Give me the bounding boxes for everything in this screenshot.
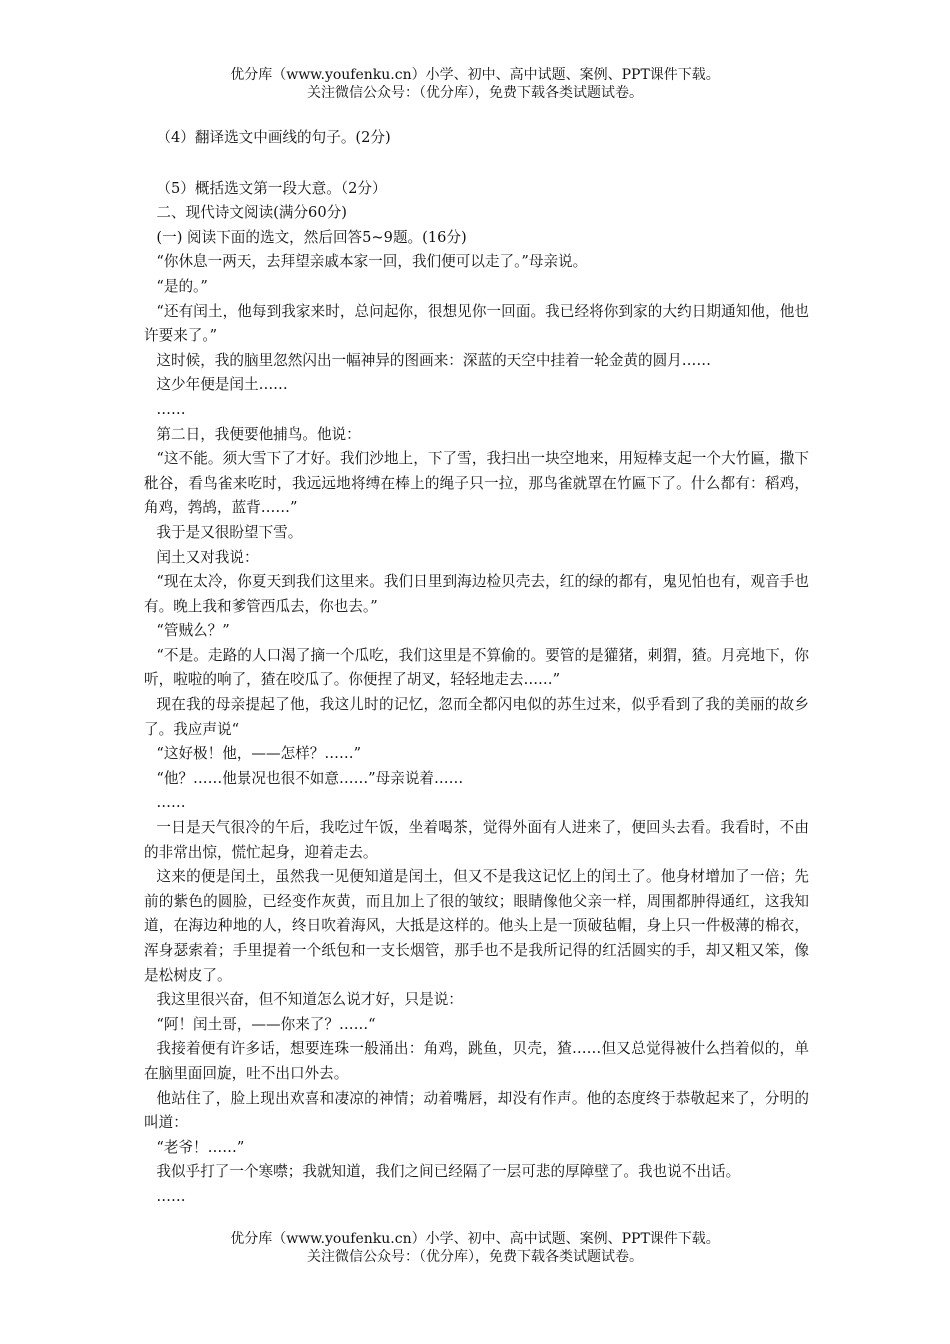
passage-paragraph: “管贼么？”	[156, 622, 230, 640]
passage-paragraph: 第二日，我便要他捕鸟。他说：	[156, 425, 361, 443]
ellipsis-line: ……	[156, 1187, 186, 1205]
footer-line-1: 优分库（www.youfenku.cn）小学、初中、高中试题、案例、PPT课件下载。	[230, 1231, 720, 1247]
passage-paragraph: 我接着便有许多话，想要连珠一般涌出：角鸡，跳鱼，贝壳，猹……但又总觉得被什么挡着似的，单在脑里面回旋，吐不出口外去。	[144, 1040, 809, 1082]
passage-paragraph: “这好极！他，——怎样？……”	[156, 745, 362, 763]
passage-paragraph: “还有闰土，他每到我家来时，总问起你，很想见你一回面。我已经将你到家的大约日期通知他，他也许要来了。”	[144, 302, 809, 345]
passage-paragraph: “老爷！……”	[156, 1138, 245, 1156]
passage-paragraph: 我这里很兴奋，但不知道怎么说才好，只是说：	[156, 991, 463, 1009]
passage-paragraph: “这不能。须大雪下了才好。我们沙地上，下了雪，我扫出一块空地来，用短棒支起一个大竹匾，撒下秕谷，看鸟雀来吃时，我远远地将缚在棒上的绳子只一拉，那鸟雀就罩在竹匾下了。什么都有：稻鸡，角鸡，鹁鸪，蓝背……”	[144, 450, 809, 517]
passage-paragraph: “他？……他景况也很不如意……”母亲说着……	[156, 769, 464, 787]
ellipsis-line: ……	[156, 794, 186, 812]
footer-line-2: 关注微信公众号：（优分库），免费下载各类试题试卷。	[307, 1249, 643, 1265]
passage-paragraph: 一日是天气很冷的午后，我吃过午饭，坐着喝茶，觉得外面有人进来了，便回头去看。我看时，不由的非常出惊，慌忙起身，迎着走去。	[144, 819, 809, 861]
ellipsis-line: ……	[156, 400, 186, 418]
exam-text	[144, 126, 809, 1210]
passage-paragraph: “是的。”	[156, 277, 208, 295]
passage-paragraph: 我于是又很盼望下雪。	[156, 523, 303, 541]
header-line-1: 优分库（www.youfenku.cn）小学、初中、高中试题、案例、PPT课件下载。	[230, 67, 720, 83]
passage-paragraph: “你休息一两天，去拜望亲戚本家一回，我们便可以走了。”母亲说。	[156, 253, 588, 271]
page-header	[0, 66, 950, 102]
question-4: （4）翻译选文中画线的句子。(2分)	[156, 129, 391, 146]
passage-paragraph: 他站住了，脸上现出欢喜和凄凉的神情；动着嘴唇，却没有作声。他的态度终于恭敬起来了，分明的叫道：	[144, 1089, 809, 1132]
passage-paragraph: 我似乎打了一个寒噤；我就知道，我们之间已经隔了一层可悲的厚障壁了。我也说不出话。	[156, 1163, 741, 1181]
header-line-2: 关注微信公众号：（优分库），免费下载各类试题试卷。	[307, 85, 643, 101]
passage-paragraph: “不是。走路的人口渴了摘一个瓜吃，我们这里是不算偷的。要管的是獾猪，刺猬，猹。月亮地下，你听，啦啦的响了，猹在咬瓜了。你便捏了胡叉，轻轻地走去……”	[144, 646, 809, 689]
passage-paragraph: “阿！闰土哥，——你来了？……“	[156, 1015, 376, 1033]
reading-instruction: (一) 阅读下面的选文，然后回答5~9题。(16分)	[156, 228, 467, 246]
page-footer	[0, 1230, 950, 1266]
section-heading: 二、现代诗文阅读(满分60分)	[156, 204, 347, 222]
passage-paragraph: 闰土又对我说：	[156, 548, 259, 566]
passage-paragraph: 这时候，我的脑里忽然闪出一幅神异的图画来：深蓝的天空中挂着一轮金黄的圆月……	[156, 351, 711, 369]
passage-paragraph: 现在我的母亲提起了他，我这儿时的记忆，忽而全都闪电似的苏生过来，似乎看到了我的美丽的故乡了。我应声说“	[144, 696, 809, 738]
passage-paragraph: 这少年便是闰土……	[156, 376, 288, 394]
question-5: （5）概括选文第一段大意。（2分）	[156, 179, 387, 197]
passage-paragraph: “现在太冷，你夏天到我们这里来。我们日里到海边检贝壳去，红的绿的都有，鬼见怕也有，观音手也有。晚上我和爹管西瓜去，你也去。”	[144, 573, 809, 615]
passage-paragraph: 这来的便是闰土，虽然我一见便知道是闰土，但又不是我这记忆上的闰土了。他身材增加了一倍；先前的紫色的圆脸，已经变作灰黄，而且加上了很的皱纹；眼睛像他父亲一样，周围都肿得通红，这我知道，在海边种地的人，终日吹着海风，大抵是这样的。他头上是一顶破毡帽，身上只一件极薄的棉衣，浑身瑟索着；手里提着一个纸包和一支长烟管，那手也不是我所记得的红活圆实的手，却又粗又笨，像是松树皮了。	[144, 868, 809, 984]
